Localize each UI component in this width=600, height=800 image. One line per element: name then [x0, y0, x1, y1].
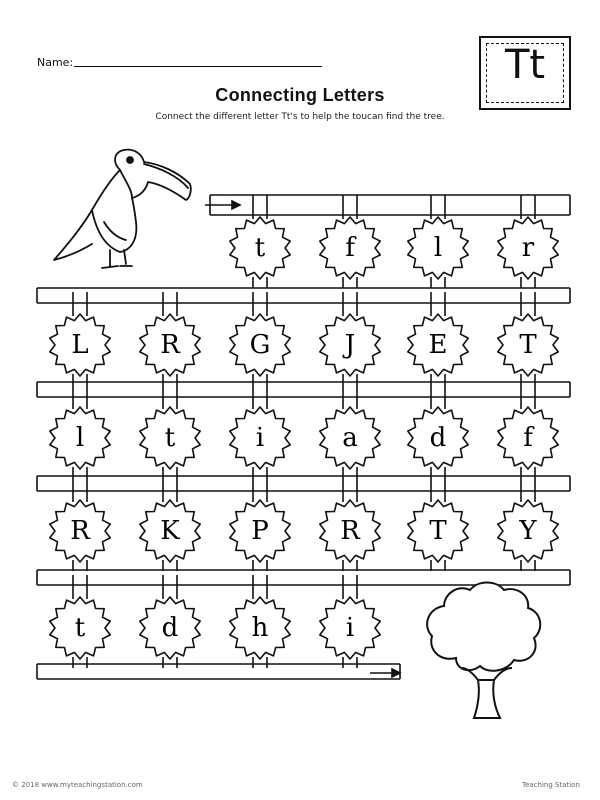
flower-letter: i: [345, 613, 355, 643]
flower-letter: G: [249, 330, 271, 360]
flower-letter: R: [340, 516, 360, 546]
flower-letter: T: [519, 330, 537, 360]
flower-letter: f: [523, 423, 533, 453]
letter-flower[interactable]: [498, 314, 558, 376]
footer-brand: Teaching Station: [522, 781, 580, 789]
flower-letter: h: [251, 613, 269, 643]
letter-flower[interactable]: [230, 217, 290, 279]
letter-flower[interactable]: [320, 500, 380, 562]
flower-letter: Y: [519, 516, 537, 546]
letter-flower[interactable]: [498, 500, 558, 562]
tree-icon: [427, 583, 540, 719]
letter-flower[interactable]: [140, 597, 200, 659]
letter-flower[interactable]: [140, 500, 200, 562]
letter-flower[interactable]: [498, 407, 558, 469]
flower-letter: l: [433, 233, 443, 263]
letter-flower[interactable]: [320, 597, 380, 659]
letter-flower[interactable]: [408, 314, 468, 376]
letter-flower[interactable]: [140, 314, 200, 376]
flower-letter: a: [342, 423, 358, 453]
letter-flower[interactable]: [320, 314, 380, 376]
flower-letter: t: [254, 233, 266, 263]
flower-letter: L: [71, 330, 89, 360]
toucan-icon: [54, 150, 191, 268]
flower-letter: d: [429, 423, 447, 453]
letter-flower[interactable]: [50, 500, 110, 562]
letter-flower[interactable]: [140, 407, 200, 469]
flower-letter: R: [160, 330, 180, 360]
flower-letter: T: [429, 516, 447, 546]
flower-letter: t: [74, 613, 86, 643]
letter-flower[interactable]: [230, 597, 290, 659]
letter-flower[interactable]: [230, 500, 290, 562]
letter-flower[interactable]: [498, 217, 558, 279]
flower-letter: E: [428, 330, 448, 360]
letter-flower[interactable]: [320, 407, 380, 469]
flower-letter: R: [70, 516, 90, 546]
flower-letter: l: [75, 423, 85, 453]
letter-flower[interactable]: [230, 314, 290, 376]
page-title: Connecting Letters: [215, 85, 385, 105]
letter-flower[interactable]: [50, 314, 110, 376]
flower-letter: d: [161, 613, 179, 643]
letter-flower[interactable]: [408, 500, 468, 562]
letter-flower[interactable]: [50, 597, 110, 659]
letter-box-text: Tt: [504, 42, 546, 88]
name-label: Name:: [37, 56, 74, 69]
flower-letter: P: [251, 516, 269, 546]
letter-flower[interactable]: [230, 407, 290, 469]
flower-letter: r: [521, 233, 535, 263]
flower-letter: J: [344, 330, 356, 360]
letter-flower[interactable]: [408, 217, 468, 279]
flower-letter: i: [255, 423, 265, 453]
flower-letter: t: [164, 423, 176, 453]
flower-letter: K: [160, 516, 180, 546]
instructions: Connect the different letter Tt's to help the toucan find the tree.: [155, 112, 445, 122]
flower-letter: f: [345, 233, 355, 263]
letter-flower[interactable]: [50, 407, 110, 469]
letter-flower[interactable]: [408, 407, 468, 469]
letter-flower[interactable]: [320, 217, 380, 279]
footer-copyright: © 2018 www.myteachingstation.com: [12, 781, 143, 789]
